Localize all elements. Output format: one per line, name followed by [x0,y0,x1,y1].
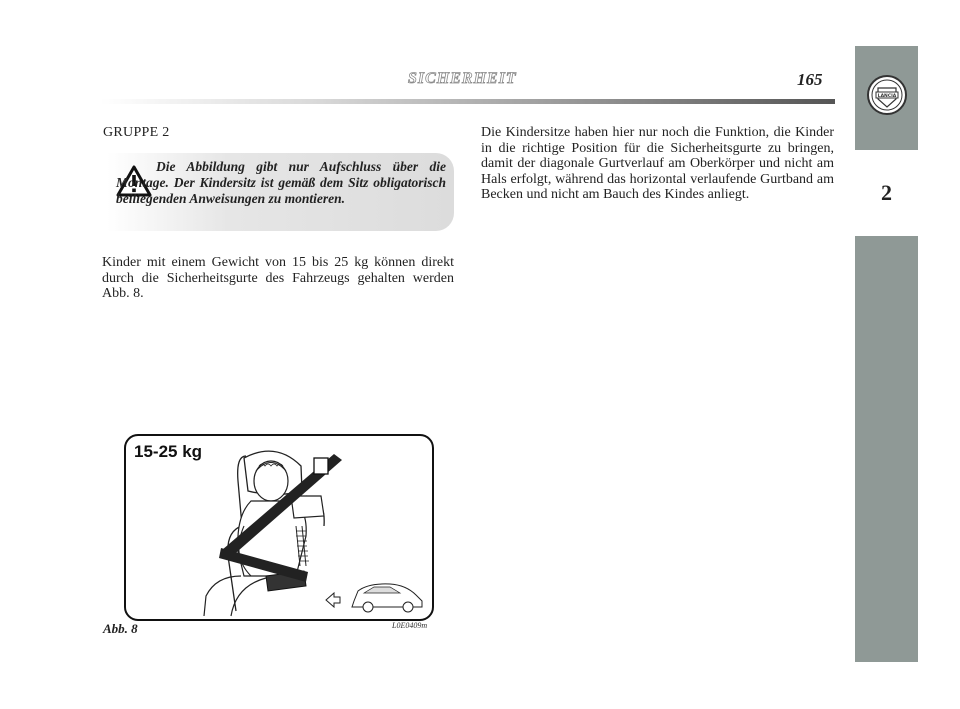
figure-caption: Abb. 8 [103,621,138,636]
header-title: SICHERHEIT [408,70,517,87]
chapter-sidebar [855,46,918,662]
sidebar-band [855,242,918,662]
figure-code: L0E0409m [392,621,428,630]
lancia-shield-icon [855,46,918,144]
right-paragraph: Die Kindersitze haben hier nur noch die Funktion, die Kinder in die richtige Position für die Sicherheitsgurte zu bringen, damit der diagonale Gurtverlauf am Oberkörper und nicht am Hals erfolgt, während das horizontal verlaufende Gurtband am Becken und nicht am Bauch des Kindes anliegt. [481,125,834,202]
figure-weight-label: 15-25 kg [134,442,203,461]
section-heading: GRUPPE 2 [103,125,170,140]
warning-box [107,153,454,231]
warning-text: Die Abbildung gibt nur Aufschluss über die Montage. Der Kindersitz ist gemäß dem Sitz obligatorisch beiliegenden Anweisungen zu montieren. [116,159,446,206]
left-paragraph: Kinder mit einem Gewicht von 15 bis 25 kg können direkt durch die Sicherheitsgurte des Fahrzeugs gehalten werden Abb. 8. [102,255,454,301]
child-seat-illustration [126,436,432,619]
header-rule [100,99,835,104]
figure-frame [124,434,434,621]
page-number: 165 [797,70,823,89]
chapter-number: 2 [855,150,918,236]
logo-text: LANCIA [877,94,896,99]
